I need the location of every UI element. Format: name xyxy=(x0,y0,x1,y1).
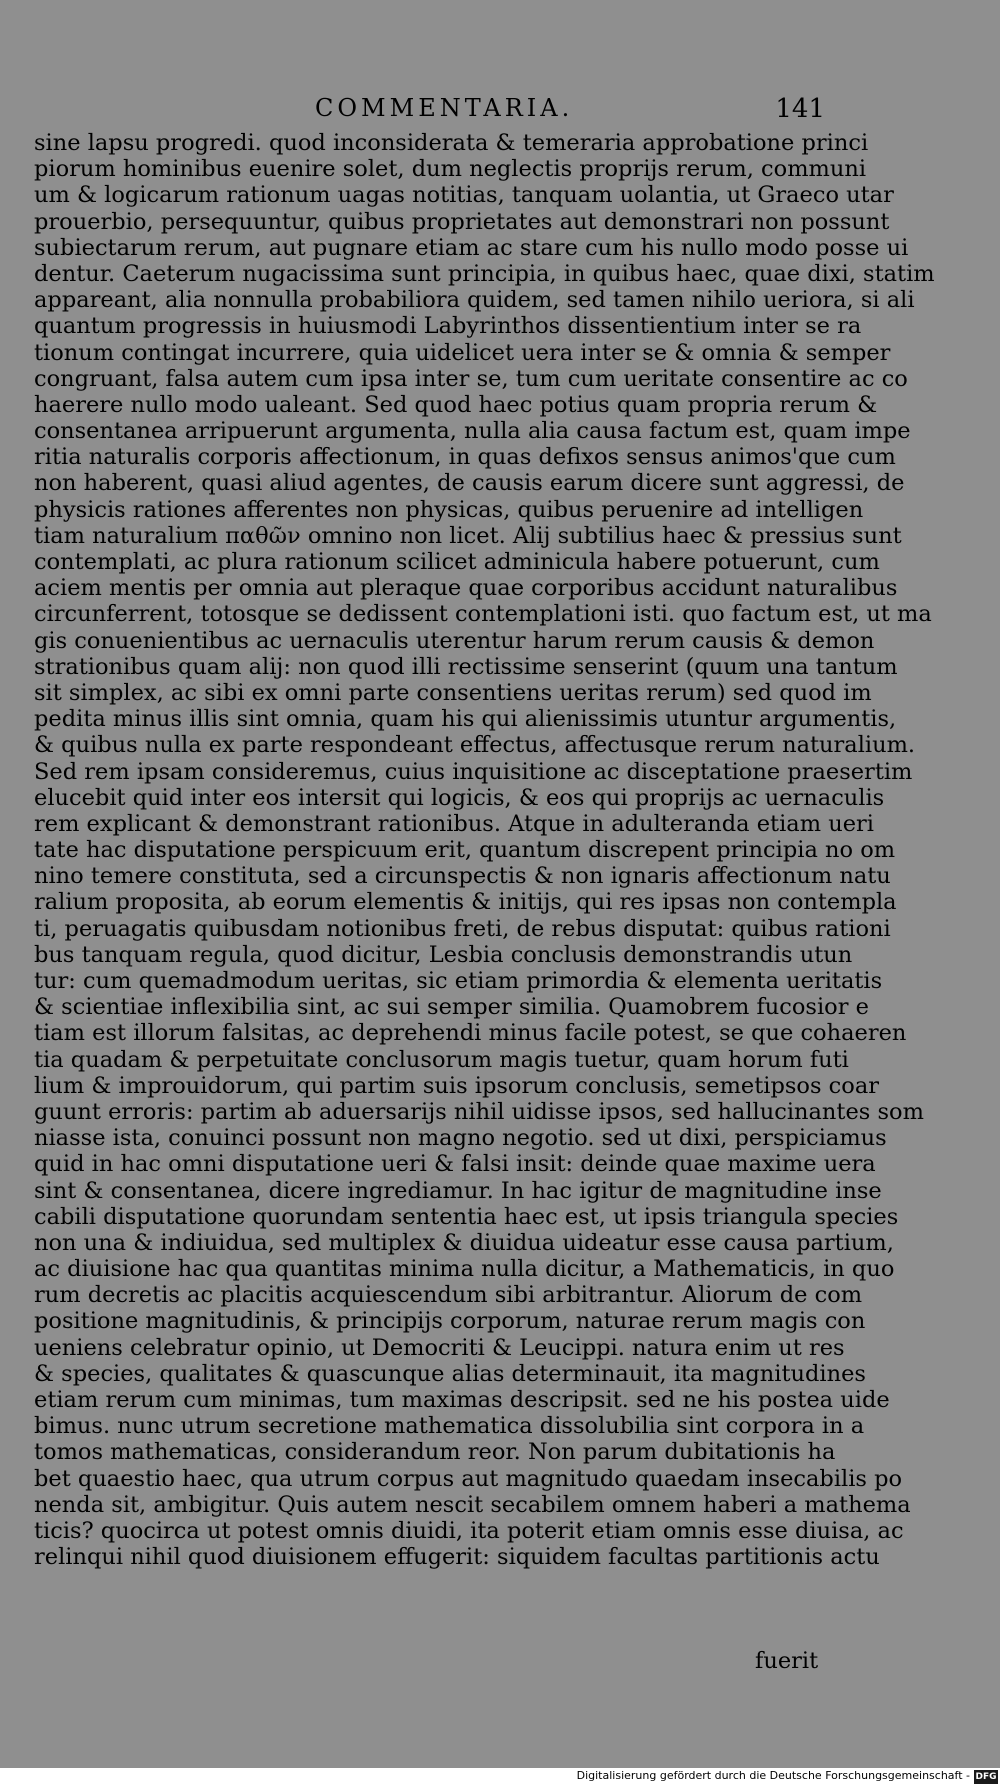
text-line: relinqui nihil quod diuisionem effugerit: siquidem facultas partitionis actu xyxy=(34,1544,880,1571)
text-line: haerere nullo modo ualeant. Sed quod haec potius quam propria rerum & xyxy=(34,391,878,418)
text-line: ralium proposita, ab eorum elementis & initijs, qui res ipsas non contempla xyxy=(34,889,897,916)
catchword: fuerit xyxy=(755,1648,819,1674)
text-line: bet quaestio haec, qua utrum corpus aut magnitudo quaedam insecabilis po xyxy=(34,1465,903,1492)
text-line: cabili disputatione quorundam sententia haec est, ut ipsis triangula species xyxy=(34,1203,899,1230)
text-line: ac diuisione hac qua quantitas minima nulla dicitur, a Mathematicis, in quo xyxy=(34,1256,895,1283)
text-line: aciem mentis per omnia aut pleraque quae corporibus accidunt naturalibus xyxy=(34,575,898,602)
text-line: etiam rerum cum minimas, tum maximas descripsit. sed ne his postea uide xyxy=(34,1387,890,1413)
text-line: congruant, falsa autem cum ipsa inter se, tum cum ueritate consentire ac co xyxy=(34,365,908,392)
text-line: tur: cum quemadmodum ueritas, sic etiam primordia & elementa ueritatis xyxy=(34,968,883,994)
text-line: um & logicarum rationum uagas notitias, tanquam uolantia, ut Graeco utar xyxy=(34,182,894,209)
text-line: ueniens celebratur opinio, ut Democriti & Leucippi. natura enim ut res xyxy=(34,1334,845,1361)
text-line: ritia naturalis corporis affectionum, in quas defixos sensus animos'que cum xyxy=(34,444,896,471)
text-line: sint & consentanea, dicere ingrediamur. In hac igitur de magnitudine inse xyxy=(34,1177,882,1204)
text-line: lium & improuidorum, qui partim suis ipsorum conclusis, semetipsos coar xyxy=(34,1072,879,1099)
text-line: tate hac disputatione perspicuum erit, quantum discrepent principia no om xyxy=(34,837,896,864)
body-text xyxy=(34,130,935,1571)
text-line: Sed rem ipsam consideremus, cuius inquisitione ac disceptatione praesertim xyxy=(34,758,913,785)
text-line: positione magnitudinis, & principijs corporum, naturae rerum magis con xyxy=(34,1308,866,1335)
page-header xyxy=(30,94,825,128)
footer-bar xyxy=(0,1768,1000,1787)
text-line: ti, peruagatis quibusdam notionibus freti, de rebus disputat: quibus rationi xyxy=(34,915,891,942)
text-line: guunt erroris: partim ab aduersarijs nihil uidisse ipsos, sed hallucinantes som xyxy=(34,1098,924,1125)
text-line: gis conuenientibus ac uernaculis uterentur harum rerum causis & demon xyxy=(34,627,875,654)
dfg-logo: DFG xyxy=(975,1772,997,1782)
text-line: rem explicant & demonstrant rationibus. Atque in adulteranda etiam ueri xyxy=(34,810,874,837)
text-line: physicis rationes afferentes non physicas, quibus peruenire ad intelligen xyxy=(34,496,864,523)
text-line: rum decretis ac placitis acquiescendum sibi arbitrantur. Aliorum de com xyxy=(34,1282,863,1309)
text-line: quid in hac omni disputatione ueri & falsi insit: deinde quae maxime uera xyxy=(34,1151,876,1178)
page-number: 141 xyxy=(775,94,825,124)
text-line: nenda sit, ambigitur. Quis autem nescit secabilem omnem haberi a mathema xyxy=(34,1491,911,1518)
text-line: & scientiae inflexibilia sint, ac sui semper similia. Quamobrem fucosior e xyxy=(34,994,869,1021)
text-line: ticis? quocirca ut potest omnis diuidi, ita poterit etiam omnis esse diuisa, ac xyxy=(34,1517,904,1544)
text-line: sit simplex, ac sibi ex omni parte consentiens ueritas rerum) sed quod im xyxy=(34,679,872,706)
text-line: dentur. Caeterum nugacissima sunt principia, in quibus haec, quae dixi, statim xyxy=(34,260,935,287)
text-line: appareant, alia nonnulla probabiliora quidem, sed tamen nihilo ueriora, si ali xyxy=(34,287,915,314)
text-line: niasse ista, conuinci possunt non magno negotio. sed ut dixi, perspiciamus xyxy=(34,1125,887,1152)
text-line: subiectarum rerum, aut pugnare etiam ac stare cum his nullo modo posse ui xyxy=(34,234,909,261)
text-line: non haberent, quasi aliud agentes, de causis earum dicere sunt aggressi, de xyxy=(34,470,905,497)
text-line: nino temere constituta, sed a circunspectis & non ignaris affectionum natu xyxy=(34,863,891,890)
text-line: consentanea arripuerunt argumenta, nulla alia causa factum est, quam impe xyxy=(34,418,911,445)
text-line: quantum progressis in huiusmodi Labyrinthos dissentientium inter se ra xyxy=(34,313,862,340)
text-line: bimus. nunc utrum secretione mathematica dissolubilia sint corpora in a xyxy=(34,1413,865,1440)
text-line: tiam est illorum falsitas, ac deprehendi minus facile potest, se que cohaeren xyxy=(34,1020,907,1047)
text-line: tomos mathematicas, considerandum reor. Non parum dubitationis ha xyxy=(34,1439,836,1466)
text-line: prouerbio, persequuntur, quibus proprietates aut demonstrari non possunt xyxy=(34,208,890,235)
text-line: tia quadam & perpetuitate conclusorum magis tuetur, quam horum futi xyxy=(34,1046,849,1073)
text-line: sine lapsu progredi. quod inconsiderata & temeraria approbatione princi xyxy=(34,130,869,156)
text-line: contemplati, ac plura rationum scilicet adminicula habere potuerunt, cum xyxy=(34,549,880,575)
text-line: pedita minus illis sint omnia, quam his qui alienissimis utuntur argumentis, xyxy=(34,706,897,733)
text-line: bus tanquam regula, quod dicitur, Lesbia conclusis demonstrandis utun xyxy=(34,941,853,968)
running-title: COMMENTARIA. xyxy=(315,94,574,122)
footer-credit: Digitalisierung gefördert durch die Deutsche Forschungsgemeinschaft - xyxy=(576,1769,970,1782)
text-line: piorum hominibus euenire solet, dum neglectis proprijs rerum, communi xyxy=(34,156,867,183)
text-line: strationibus quam alij: non quod illi rectissime senserint (quum una tantum xyxy=(34,653,898,680)
text-line: tiam naturalium παθῶν omnino non licet. Alij subtilius haec & pressius sunt xyxy=(34,522,902,549)
text-line: elucebit quid inter eos intersit qui logicis, & eos qui proprijs ac uernaculis xyxy=(34,784,885,811)
text-line: tionum contingat incurrere, quia uidelicet uera inter se & omnia & semper xyxy=(34,339,891,366)
text-line: & quibus nulla ex parte respondeant effectus, affectusque rerum naturalium. xyxy=(34,732,916,759)
text-line: & species, qualitates & quascunque alias determinauit, ita magnitudines xyxy=(34,1360,866,1387)
text-line: circunferrent, totosque se dedissent contemplationi isti. quo factum est, ut ma xyxy=(34,601,932,628)
text-line: non una & indiuidua, sed multiplex & diuidua uideatur esse causa partium, xyxy=(34,1229,894,1256)
